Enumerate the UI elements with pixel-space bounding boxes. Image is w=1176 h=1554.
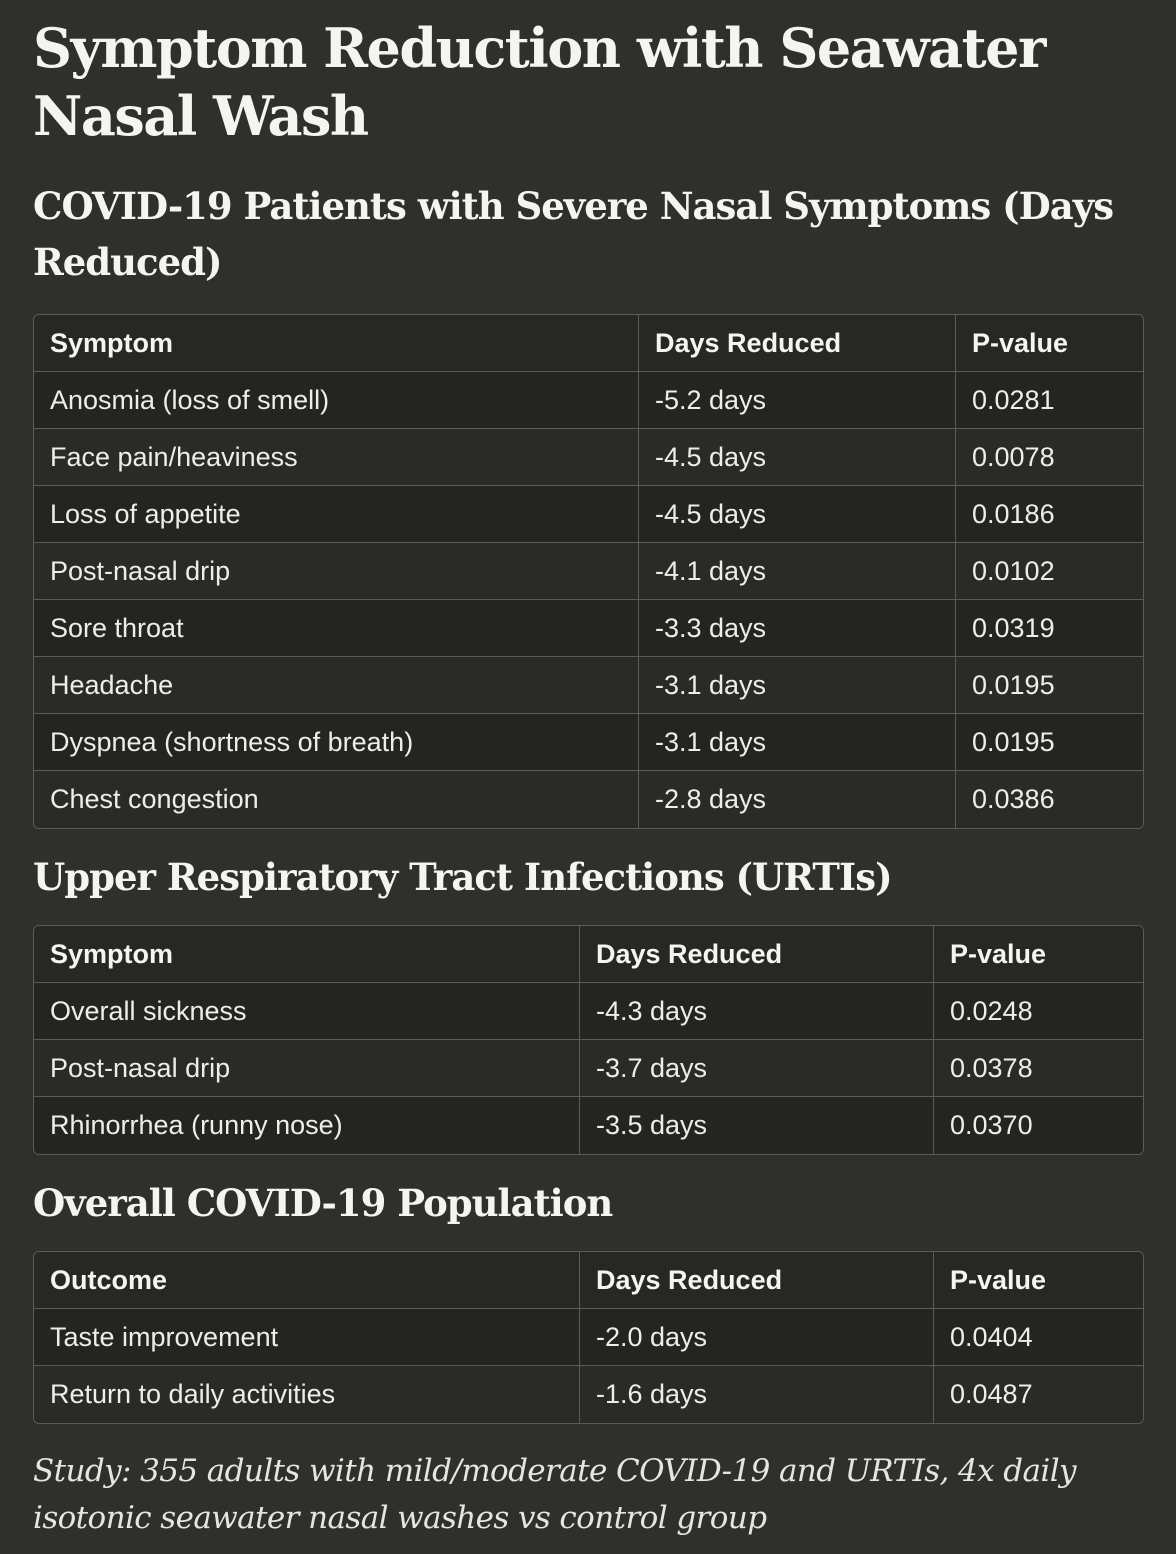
column-header-days-reduced: Days Reduced xyxy=(580,1252,934,1309)
table-row xyxy=(34,486,1143,543)
section-heading-covid-severe: COVID-19 Patients with Severe Nasal Symptoms (Days Reduced) xyxy=(33,184,1114,284)
section-heading-overall-covid: Overall COVID-19 Population xyxy=(33,1181,613,1225)
table-row xyxy=(34,1366,1143,1423)
cell-p-value: 0.0487 xyxy=(934,1366,1143,1423)
cell-p-value: 0.0078 xyxy=(956,429,1143,486)
page-title: Symptom Reduction with Seawater Nasal Wash xyxy=(33,16,1045,148)
cell-symptom: Overall sickness xyxy=(34,983,580,1040)
cell-symptom: Headache xyxy=(34,657,639,714)
cell-p-value: 0.0102 xyxy=(956,543,1143,600)
cell-symptom: Sore throat xyxy=(34,600,639,657)
study-footnote: Study: 355 adults with mild/moderate COVID-19 and URTIs, 4x daily isotonic seawater nasal washes vs control group xyxy=(33,1453,1076,1536)
cell-days-reduced: -3.1 days xyxy=(639,714,956,771)
table-row xyxy=(34,600,1143,657)
section-heading-urti: Upper Respiratory Tract Infections (URTIs) xyxy=(33,855,892,899)
table-row xyxy=(34,543,1143,600)
cell-symptom: Post-nasal drip xyxy=(34,543,639,600)
table-overall-covid xyxy=(33,1251,1144,1424)
cell-p-value: 0.0378 xyxy=(934,1040,1143,1097)
table-row xyxy=(34,771,1143,828)
cell-days-reduced: -3.5 days xyxy=(580,1097,934,1154)
cell-p-value: 0.0186 xyxy=(956,486,1143,543)
column-header-symptom: Symptom xyxy=(34,926,580,983)
cell-p-value: 0.0404 xyxy=(934,1309,1143,1366)
cell-symptom: Anosmia (loss of smell) xyxy=(34,372,639,429)
table-row xyxy=(34,1040,1143,1097)
cell-days-reduced: -1.6 days xyxy=(580,1366,934,1423)
cell-symptom: Face pain/heaviness xyxy=(34,429,639,486)
cell-days-reduced: -3.7 days xyxy=(580,1040,934,1097)
table-row xyxy=(34,714,1143,771)
table-row xyxy=(34,657,1143,714)
cell-days-reduced: -5.2 days xyxy=(639,372,956,429)
table-urti xyxy=(33,925,1144,1155)
column-header-p-value: P-value xyxy=(956,315,1143,372)
table-row xyxy=(34,1309,1143,1366)
cell-p-value: 0.0370 xyxy=(934,1097,1143,1154)
cell-symptom: Chest congestion xyxy=(34,771,639,828)
cell-days-reduced: -3.3 days xyxy=(639,600,956,657)
cell-outcome: Return to daily activities xyxy=(34,1366,580,1423)
column-header-p-value: P-value xyxy=(934,1252,1143,1309)
cell-days-reduced: -4.1 days xyxy=(639,543,956,600)
cell-symptom: Loss of appetite xyxy=(34,486,639,543)
column-header-days-reduced: Days Reduced xyxy=(639,315,956,372)
table-header-row xyxy=(34,1252,1143,1309)
table-row xyxy=(34,372,1143,429)
cell-p-value: 0.0195 xyxy=(956,657,1143,714)
cell-days-reduced: -2.0 days xyxy=(580,1309,934,1366)
column-header-p-value: P-value xyxy=(934,926,1143,983)
cell-days-reduced: -2.8 days xyxy=(639,771,956,828)
cell-days-reduced: -4.5 days xyxy=(639,486,956,543)
column-header-days-reduced: Days Reduced xyxy=(580,926,934,983)
cell-p-value: 0.0319 xyxy=(956,600,1143,657)
cell-p-value: 0.0386 xyxy=(956,771,1143,828)
column-header-outcome: Outcome xyxy=(34,1252,580,1309)
column-header-symptom: Symptom xyxy=(34,315,639,372)
cell-symptom: Post-nasal drip xyxy=(34,1040,580,1097)
table-row xyxy=(34,429,1143,486)
cell-p-value: 0.0281 xyxy=(956,372,1143,429)
cell-days-reduced: -3.1 days xyxy=(639,657,956,714)
table-header-row xyxy=(34,926,1143,983)
cell-symptom: Dyspnea (shortness of breath) xyxy=(34,714,639,771)
table-row xyxy=(34,1097,1143,1154)
table-covid-severe xyxy=(33,314,1144,829)
table-header-row xyxy=(34,315,1143,372)
cell-p-value: 0.0195 xyxy=(956,714,1143,771)
table-row xyxy=(34,983,1143,1040)
cell-p-value: 0.0248 xyxy=(934,983,1143,1040)
cell-days-reduced: -4.3 days xyxy=(580,983,934,1040)
cell-outcome: Taste improvement xyxy=(34,1309,580,1366)
cell-days-reduced: -4.5 days xyxy=(639,429,956,486)
cell-symptom: Rhinorrhea (runny nose) xyxy=(34,1097,580,1154)
